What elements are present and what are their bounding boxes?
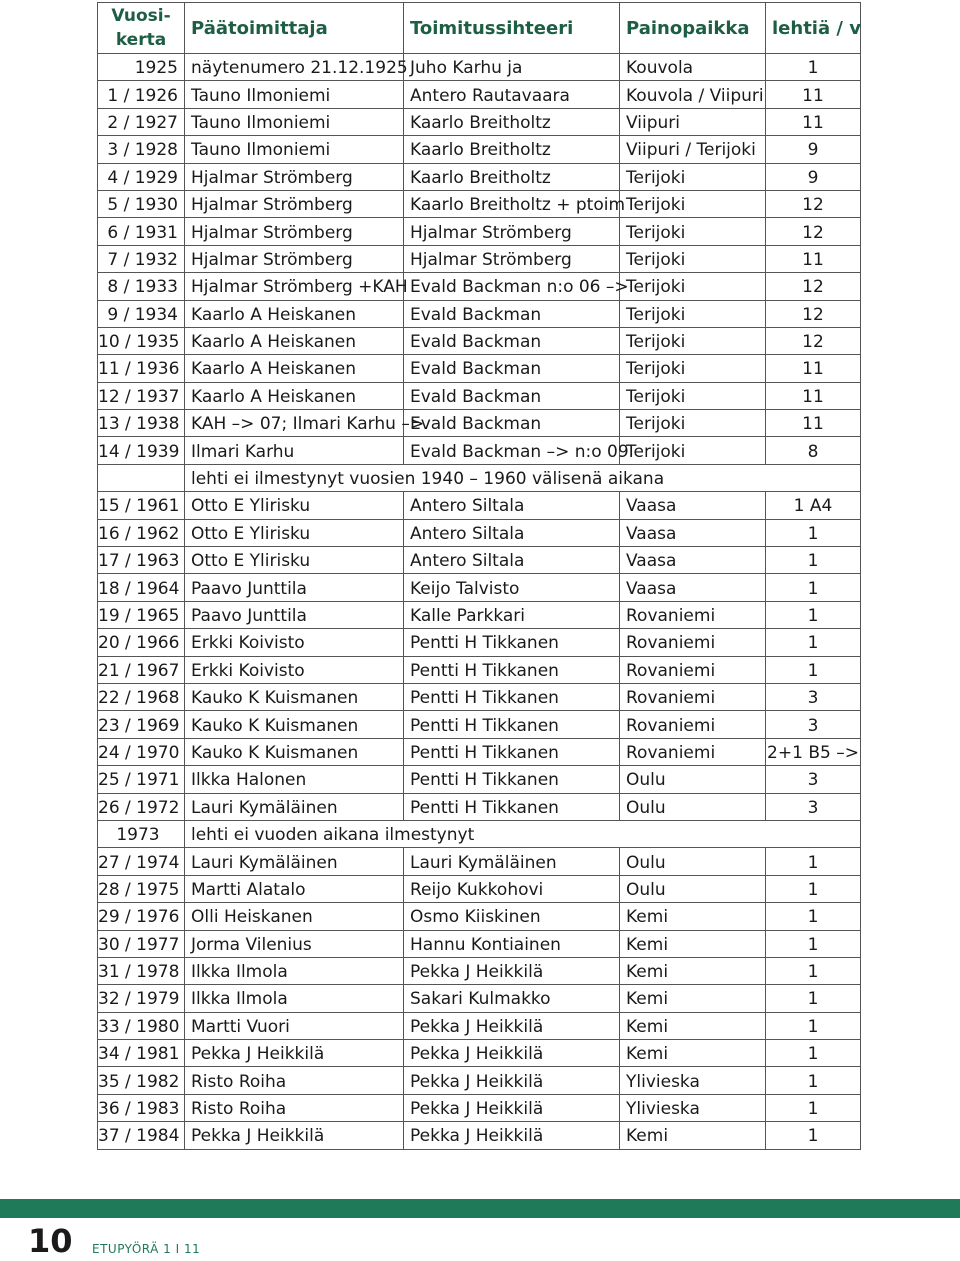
table-body — [98, 54, 861, 1150]
editor-cell: Kaarlo A Heiskanen — [185, 300, 404, 327]
table-row — [98, 382, 861, 409]
issues-cell: 1 — [766, 601, 861, 628]
table-row — [98, 1122, 861, 1149]
printing-cell: Terijoki — [620, 273, 766, 300]
year-cell: 8 / 1933 — [98, 273, 185, 300]
year-cell: 33 / 1980 — [98, 1012, 185, 1039]
table-row — [98, 848, 861, 875]
secretary-cell: Pekka J Heikkilä — [404, 1094, 620, 1121]
year-cell: 30 / 1977 — [98, 930, 185, 957]
editor-cell: Tauno Ilmoniemi — [185, 136, 404, 163]
printing-cell: Terijoki — [620, 245, 766, 272]
table-row — [98, 793, 861, 820]
issues-cell: 8 — [766, 437, 861, 464]
printing-cell: Vaasa — [620, 574, 766, 601]
year-cell: 10 / 1935 — [98, 327, 185, 354]
year-cell: 26 / 1972 — [98, 793, 185, 820]
table-row — [98, 519, 861, 546]
issues-cell: 1 — [766, 848, 861, 875]
editor-cell: Ilkka Ilmola — [185, 985, 404, 1012]
printing-cell: Terijoki — [620, 300, 766, 327]
printing-cell: Rovaniemi — [620, 683, 766, 710]
secretary-cell: Evald Backman –> n:o 09 — [404, 437, 620, 464]
table-row — [98, 1094, 861, 1121]
secretary-cell: Pekka J Heikkilä — [404, 1040, 620, 1067]
table-row — [98, 136, 861, 163]
table-row — [98, 957, 861, 984]
year-cell: 22 / 1968 — [98, 683, 185, 710]
year-cell: 3 / 1928 — [98, 136, 185, 163]
year-cell: 13 / 1938 — [98, 410, 185, 437]
secretary-cell: Pentti H Tikkanen — [404, 738, 620, 765]
issues-cell: 1 — [766, 1040, 861, 1067]
year-cell — [98, 464, 185, 491]
printing-cell: Terijoki — [620, 327, 766, 354]
editor-cell: Jorma Vilenius — [185, 930, 404, 957]
year-cell: 19 / 1965 — [98, 601, 185, 628]
table-row — [98, 464, 861, 491]
issues-cell: 3 — [766, 766, 861, 793]
secretary-cell: Hjalmar Strömberg — [404, 218, 620, 245]
printing-cell: Kemi — [620, 957, 766, 984]
editor-cell: Erkki Koivisto — [185, 656, 404, 683]
table-row — [98, 1012, 861, 1039]
table-row — [98, 108, 861, 135]
secretary-cell: Antero Siltala — [404, 492, 620, 519]
editor-cell: Kauko K Kuismanen — [185, 711, 404, 738]
editor-cell: Kaarlo A Heiskanen — [185, 327, 404, 354]
issues-cell: 9 — [766, 136, 861, 163]
table-row — [98, 245, 861, 272]
editor-cell: Kaarlo A Heiskanen — [185, 355, 404, 382]
year-cell: 21 / 1967 — [98, 656, 185, 683]
printing-cell: Kemi — [620, 1040, 766, 1067]
printing-cell: Vaasa — [620, 547, 766, 574]
editor-cell: Martti Alatalo — [185, 875, 404, 902]
year-cell: 1925 — [98, 54, 185, 81]
printing-cell: Terijoki — [620, 410, 766, 437]
editor-cell: Paavo Junttila — [185, 574, 404, 601]
secretary-cell: Pentti H Tikkanen — [404, 711, 620, 738]
secretary-cell: Pekka J Heikkilä — [404, 1012, 620, 1039]
editor-history-table — [97, 2, 861, 1150]
printing-cell: Kemi — [620, 1122, 766, 1149]
year-cell: 17 / 1963 — [98, 547, 185, 574]
secretary-cell: Pekka J Heikkilä — [404, 957, 620, 984]
printing-cell: Terijoki — [620, 190, 766, 217]
year-cell: 4 / 1929 — [98, 163, 185, 190]
table-row — [98, 327, 861, 354]
year-cell: 36 / 1983 — [98, 1094, 185, 1121]
issues-cell: 12 — [766, 300, 861, 327]
editor-cell: Martti Vuori — [185, 1012, 404, 1039]
issues-cell: 1 A4 — [766, 492, 861, 519]
secretary-cell: Juho Karhu ja — [404, 54, 620, 81]
printing-cell: Viipuri / Terijoki — [620, 136, 766, 163]
issues-cell: 1 — [766, 875, 861, 902]
issues-cell: 11 — [766, 245, 861, 272]
editor-cell: Otto E Ylirisku — [185, 519, 404, 546]
table-row — [98, 820, 861, 847]
printing-cell: Rovaniemi — [620, 656, 766, 683]
editor-cell: Erkki Koivisto — [185, 629, 404, 656]
issues-cell: 11 — [766, 355, 861, 382]
editor-cell: Risto Roiha — [185, 1094, 404, 1121]
year-cell: 5 / 1930 — [98, 190, 185, 217]
issues-cell: 1 — [766, 519, 861, 546]
issues-cell: 9 — [766, 163, 861, 190]
issues-cell: 1 — [766, 656, 861, 683]
issues-cell: 1 — [766, 1094, 861, 1121]
secretary-cell: Evald Backman — [404, 355, 620, 382]
secretary-cell: Evald Backman — [404, 410, 620, 437]
editor-cell: Lauri Kymäläinen — [185, 848, 404, 875]
secretary-cell: Kaarlo Breitholtz — [404, 163, 620, 190]
header-year: Vuosi- kerta — [98, 3, 185, 54]
issues-cell: 1 — [766, 54, 861, 81]
table-row — [98, 711, 861, 738]
printing-cell: Viipuri — [620, 108, 766, 135]
table-row — [98, 547, 861, 574]
year-cell: 32 / 1979 — [98, 985, 185, 1012]
printing-cell: Oulu — [620, 875, 766, 902]
printing-cell: Kemi — [620, 985, 766, 1012]
table-header-row — [98, 3, 861, 54]
table-row — [98, 437, 861, 464]
secretary-cell: Pekka J Heikkilä — [404, 1122, 620, 1149]
issues-cell: 3 — [766, 711, 861, 738]
printing-cell: Ylivieska — [620, 1067, 766, 1094]
editor-cell: Tauno Ilmoniemi — [185, 81, 404, 108]
table-row — [98, 985, 861, 1012]
secretary-cell: Kaarlo Breitholtz + ptoim — [404, 190, 620, 217]
printing-cell: Vaasa — [620, 492, 766, 519]
table-row — [98, 903, 861, 930]
secretary-cell: Pentti H Tikkanen — [404, 793, 620, 820]
year-cell: 6 / 1931 — [98, 218, 185, 245]
year-cell: 23 / 1969 — [98, 711, 185, 738]
secretary-cell: Evald Backman — [404, 300, 620, 327]
table-row — [98, 300, 861, 327]
printing-cell: Vaasa — [620, 519, 766, 546]
header-secretary: Toimitussihteeri — [404, 3, 620, 54]
issues-cell: 12 — [766, 327, 861, 354]
table-row — [98, 601, 861, 628]
editor-cell: Otto E Ylirisku — [185, 492, 404, 519]
editor-cell: Tauno Ilmoniemi — [185, 108, 404, 135]
editor-cell: Otto E Ylirisku — [185, 547, 404, 574]
editor-cell: Ilkka Ilmola — [185, 957, 404, 984]
secretary-cell: Kaarlo Breitholtz — [404, 136, 620, 163]
issues-cell: 1 — [766, 930, 861, 957]
editor-cell: Olli Heiskanen — [185, 903, 404, 930]
secretary-cell: Sakari Kulmakko — [404, 985, 620, 1012]
header-issues: lehtiä / v — [766, 3, 861, 54]
issues-cell: 1 — [766, 903, 861, 930]
issues-cell: 12 — [766, 190, 861, 217]
year-cell: 37 / 1984 — [98, 1122, 185, 1149]
secretary-cell: Hannu Kontiainen — [404, 930, 620, 957]
year-cell: 1 / 1926 — [98, 81, 185, 108]
year-cell: 9 / 1934 — [98, 300, 185, 327]
year-cell: 34 / 1981 — [98, 1040, 185, 1067]
printing-cell: Rovaniemi — [620, 629, 766, 656]
printing-cell: Kemi — [620, 1012, 766, 1039]
printing-cell: Oulu — [620, 793, 766, 820]
header-printing: Painopaikka — [620, 3, 766, 54]
issues-cell: 12 — [766, 218, 861, 245]
secretary-cell: Lauri Kymäläinen — [404, 848, 620, 875]
editor-cell: Ilmari Karhu — [185, 437, 404, 464]
year-cell: 12 / 1937 — [98, 382, 185, 409]
year-cell: 25 / 1971 — [98, 766, 185, 793]
secretary-cell: Evald Backman n:o 06 –> — [404, 273, 620, 300]
printing-cell: Kemi — [620, 930, 766, 957]
secretary-cell: Antero Rautavaara — [404, 81, 620, 108]
year-cell: 27 / 1974 — [98, 848, 185, 875]
table-row — [98, 629, 861, 656]
editor-cell: Kaarlo A Heiskanen — [185, 382, 404, 409]
printing-cell: Kemi — [620, 903, 766, 930]
editor-cell: Hjalmar Strömberg — [185, 163, 404, 190]
printing-cell: Oulu — [620, 848, 766, 875]
editor-cell: Hjalmar Strömberg — [185, 245, 404, 272]
issues-cell: 1 — [766, 957, 861, 984]
year-cell: 31 / 1978 — [98, 957, 185, 984]
issues-cell: 11 — [766, 81, 861, 108]
table-row — [98, 574, 861, 601]
table-row — [98, 738, 861, 765]
printing-cell: Oulu — [620, 766, 766, 793]
issues-cell: 3 — [766, 793, 861, 820]
issues-cell: 1 — [766, 1012, 861, 1039]
year-cell: 7 / 1932 — [98, 245, 185, 272]
year-cell: 16 / 1962 — [98, 519, 185, 546]
secretary-cell: Antero Siltala — [404, 547, 620, 574]
issues-cell: 1 — [766, 985, 861, 1012]
editor-cell: Kauko K Kuismanen — [185, 683, 404, 710]
table-row — [98, 1067, 861, 1094]
issues-cell: 2+1 B5 –> — [766, 738, 861, 765]
secretary-cell: Osmo Kiiskinen — [404, 903, 620, 930]
editor-cell: Pekka J Heikkilä — [185, 1040, 404, 1067]
printing-cell: Rovaniemi — [620, 711, 766, 738]
year-cell: 2 / 1927 — [98, 108, 185, 135]
editor-cell: Hjalmar Strömberg — [185, 218, 404, 245]
printing-cell: Terijoki — [620, 437, 766, 464]
year-cell: 28 / 1975 — [98, 875, 185, 902]
table-row — [98, 1040, 861, 1067]
issues-cell: 1 — [766, 547, 861, 574]
table-row — [98, 766, 861, 793]
issues-cell: 12 — [766, 273, 861, 300]
year-cell: 29 / 1976 — [98, 903, 185, 930]
year-cell: 1973 — [98, 820, 185, 847]
printing-cell: Rovaniemi — [620, 601, 766, 628]
year-cell: 35 / 1982 — [98, 1067, 185, 1094]
editor-cell: Kauko K Kuismanen — [185, 738, 404, 765]
secretary-cell: Pentti H Tikkanen — [404, 629, 620, 656]
secretary-cell: Kaarlo Breitholtz — [404, 108, 620, 135]
secretary-cell: Pentti H Tikkanen — [404, 656, 620, 683]
printing-cell: Terijoki — [620, 218, 766, 245]
printing-cell: Ylivieska — [620, 1094, 766, 1121]
secretary-cell: Reijo Kukkohovi — [404, 875, 620, 902]
printing-cell: Terijoki — [620, 163, 766, 190]
table-row — [98, 656, 861, 683]
table-row — [98, 190, 861, 217]
secretary-cell: Keijo Talvisto — [404, 574, 620, 601]
year-cell: 20 / 1966 — [98, 629, 185, 656]
editor-cell: Paavo Junttila — [185, 601, 404, 628]
issues-cell: 11 — [766, 410, 861, 437]
table-row — [98, 273, 861, 300]
header-editor: Päätoimittaja — [185, 3, 404, 54]
year-cell: 18 / 1964 — [98, 574, 185, 601]
year-cell: 14 / 1939 — [98, 437, 185, 464]
issues-cell: 11 — [766, 382, 861, 409]
note-cell: lehti ei ilmestynyt vuosien 1940 – 1960 välisenä aikana — [185, 464, 861, 491]
secretary-cell: Pentti H Tikkanen — [404, 766, 620, 793]
secretary-cell: Hjalmar Strömberg — [404, 245, 620, 272]
note-cell: lehti ei vuoden aikana ilmestynyt — [185, 820, 861, 847]
secretary-cell: Antero Siltala — [404, 519, 620, 546]
issues-cell: 11 — [766, 108, 861, 135]
table-row — [98, 410, 861, 437]
printing-cell: Terijoki — [620, 382, 766, 409]
secretary-cell: Kalle Parkkari — [404, 601, 620, 628]
table-row — [98, 875, 861, 902]
table-row — [98, 81, 861, 108]
table-row — [98, 54, 861, 81]
issues-cell: 1 — [766, 629, 861, 656]
secretary-cell: Evald Backman — [404, 382, 620, 409]
page-number: 10 — [28, 1222, 73, 1260]
table-row — [98, 492, 861, 519]
secretary-cell: Evald Backman — [404, 327, 620, 354]
editor-cell: Ilkka Halonen — [185, 766, 404, 793]
issues-cell: 1 — [766, 1067, 861, 1094]
editor-cell: Hjalmar Strömberg — [185, 190, 404, 217]
year-cell: 24 / 1970 — [98, 738, 185, 765]
issues-cell: 1 — [766, 1122, 861, 1149]
editor-cell: KAH –> 07; Ilmari Karhu –> — [185, 410, 404, 437]
table-row — [98, 683, 861, 710]
issues-cell: 3 — [766, 683, 861, 710]
printing-cell: Terijoki — [620, 355, 766, 382]
printing-cell: Kouvola — [620, 54, 766, 81]
printing-cell: Kouvola / Viipuri — [620, 81, 766, 108]
printing-cell: Rovaniemi — [620, 738, 766, 765]
editor-cell: Risto Roiha — [185, 1067, 404, 1094]
year-cell: 11 / 1936 — [98, 355, 185, 382]
table-row — [98, 218, 861, 245]
issues-cell: 1 — [766, 574, 861, 601]
year-cell: 15 / 1961 — [98, 492, 185, 519]
secretary-cell: Pekka J Heikkilä — [404, 1067, 620, 1094]
editor-cell: näytenumero 21.12.1925 — [185, 54, 404, 81]
publication-label: ETUPYÖRÄ 1 I 11 — [92, 1242, 201, 1256]
secretary-cell: Pentti H Tikkanen — [404, 683, 620, 710]
table-row — [98, 930, 861, 957]
editor-cell: Hjalmar Strömberg +KAH — [185, 273, 404, 300]
table-row — [98, 163, 861, 190]
editor-cell: Pekka J Heikkilä — [185, 1122, 404, 1149]
table-row — [98, 355, 861, 382]
editor-cell: Lauri Kymäläinen — [185, 793, 404, 820]
